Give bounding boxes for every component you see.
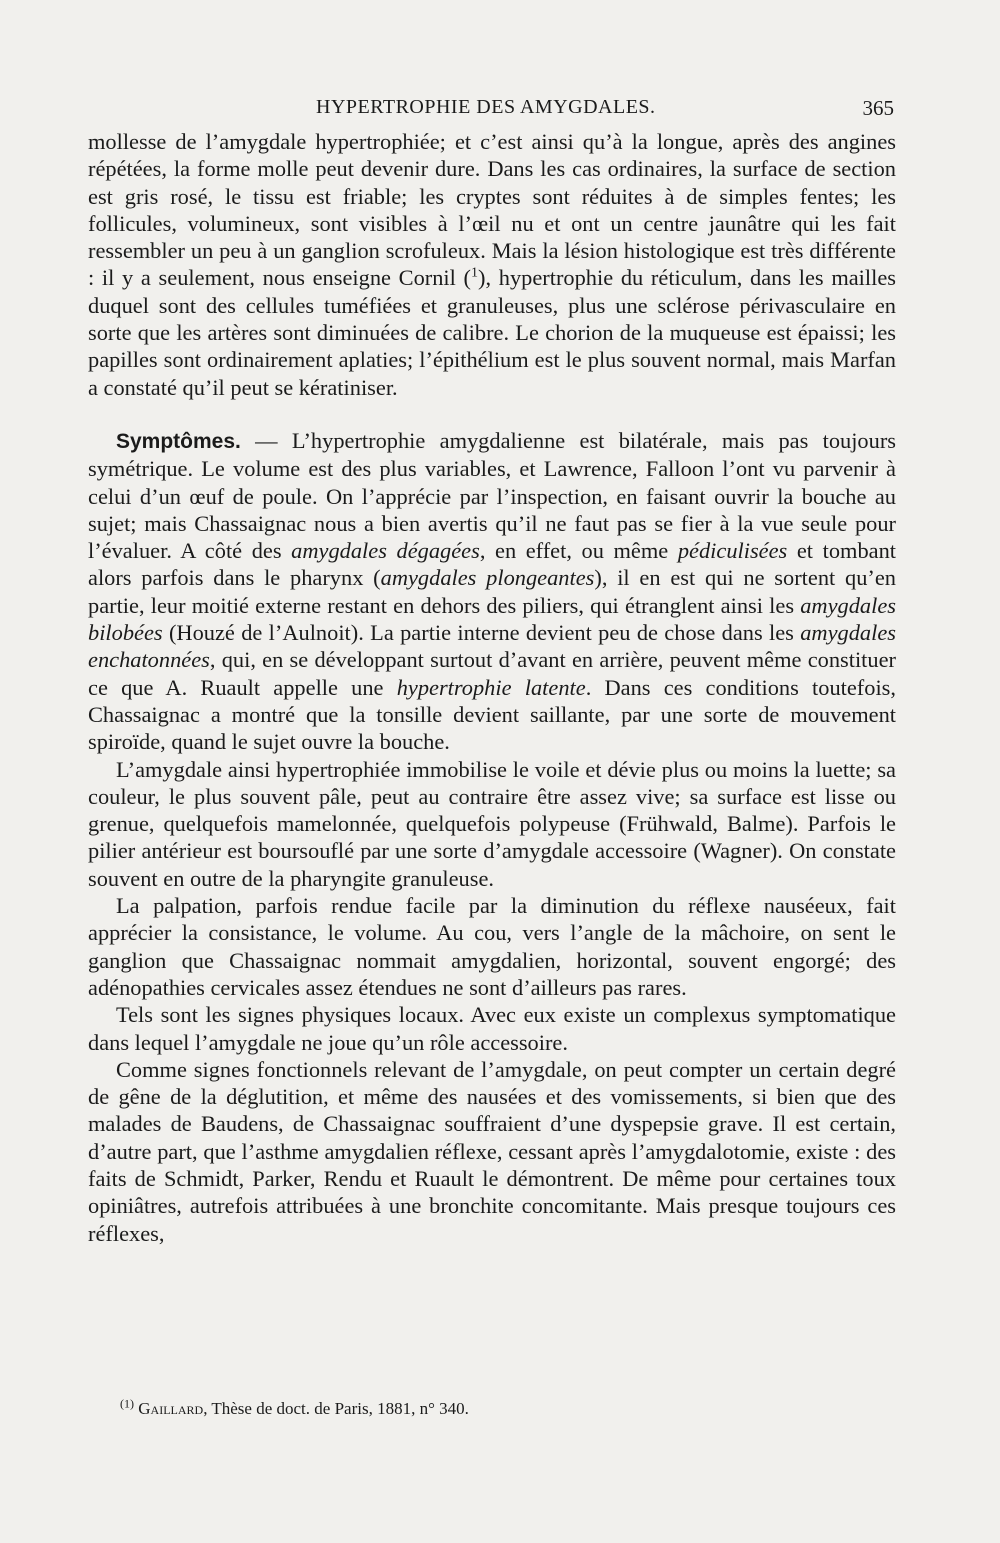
paragraph-text: . Dans ces conditions toutefois, Chassaignac a montré que la tonsille devient saillante, par une sorte de mouvement spiroïde, quand le sujet ouvre la bouche. [88,674,896,755]
italic-term: amygdales plongeantes [380,565,595,591]
italic-term: hypertrophie latente [396,674,586,700]
paragraph-text: et tombant alors parfois dans le pharynx ( [88,538,896,591]
italic-term: pédiculisées [677,538,788,564]
italic-term: amygdales enchatonnées [88,620,896,673]
italic-term: amygdales bilobées [88,592,896,646]
footnote-text: , Thèse de doct. de Paris, 1881, n° 340. [203,1399,469,1418]
body-text [88,128,896,1247]
paragraph-aspect: L’amygdale ainsi hypertrophiée immobilise le voile et dévie plus ou moins la luette; sa couleur, le plus souvent pâle, peut au contraire être assez vive; sa surface est lisse ou grenue, quelquefois mamelonnée, quelquefois polypeuse (Frühwald, Balme). Parfois le pilier antérieur est boursouflé par une sorte d’amygdale accessoire (Wagner). On constate souvent en outre de la pharyngite granuleuse. [88,756,896,891]
footnote-reference: 1 [471,266,479,282]
paragraph-symptomes [88,427,896,756]
page-number: 365 [862,96,894,120]
paragraph-text: ), il en est qui ne sortent qu’en partie, leur moitié externe restant en dehors des piliers, qui étranglent ainsi les [88,565,896,618]
running-title: HYPERTROPHIE DES AMYGDALES. [316,96,656,118]
paragraph-text: , en effet, ou même [479,538,678,564]
paragraph-text: ), hypertrophie du réticulum, dans les mailles duquel sont des cellules tuméfiées et granuleuses, plus une sclérose périvasculaire en sorte que les artères sont diminuées de calibre. Le chorion de la muqueuse est épaissi; les papilles sont ordinairement aplaties; l’épithélium est le plus souvent normal, mais Marfan a constaté qu’il peut se kératiniser. [88,265,896,400]
paragraph-text: mollesse de l’amygdale hypertrophiée; et c’est ainsi qu’à la longue, après des angines répétées, la forme molle peut devenir dure. Dans les cas ordinaires, la surface de section est gris rosé, le tissu est friable; les cryptes sont réduites à de simples fentes; les follicules, volumineux, sont visibles à l’œil nu et ont un centre jaunâtre qui les fait ressembler un peu à un ganglion scrofuleux. Mais la lésion histologique est très différente : il y a seulement, nous enseigne Cornil ( [88,129,896,291]
paragraph-signes-fonctionnels: Comme signes fonctionnels relevant de l’amygdale, on peut compter un certain degré de gêne de la déglutition, et même des nausées et des vomissements, si bien que des malades de Baudens, de Chassaignac souffraient d’une dyspepsie grave. Il est certain, d’autre part, que l’asthme amygdalien réflexe, cessant après l’amygdalotomie, existe : des faits de Schmidt, Parker, Rendu et Ruault le démontrent. De même pour certaines toux opiniâtres, autrefois attribuées à une bronchite concomitante. Mais presque toujours ces réflexes, [88,1056,896,1246]
paragraph-signes-physiques: Tels sont les signes physiques locaux. Avec eux existe un complexus symptomatique dans lequel l’amygdale ne joue qu’un rôle accessoire. [88,1002,896,1055]
italic-term: amygdales dégagées [291,538,480,564]
paragraph-palpation: La palpation, parfois rendue facile par la diminution du réflexe nauséeux, fait apprécier la consistance, le volume. Au cou, vers l’angle de la mâchoire, on sent le ganglion que Chassaignac nommait amygdalien, horizontal, souvent engorgé; des adénopathies cervicales assez étendues ne sont d’ailleurs pas rares. [88,893,896,1000]
paragraph-histology [88,128,896,401]
paragraph-text: , qui, en se développant surtout d’avant en arrière, peuvent même constituer ce que A. Ruault appelle une [88,647,896,700]
paragraph-text: — L’hypertrophie amygdalienne est bilatérale, mais pas toujours symétrique. Le volume est des plus variables, et Lawrence, Falloon l’ont vu parvenir à celui d’un œuf de poule. On l’apprécie par l’inspection, en faisant ouvrir la bouche au sujet; mais Chassaignac nous a bien avertis qu’il ne faut pas se fier à la vue seule pour l’évaluer. A côté des [88,427,896,564]
running-head [88,96,896,126]
footnote-mark: (1) [120,1396,134,1411]
footnote [120,1398,880,1420]
section-heading: Symptômes. [116,429,241,453]
footnote-author: Gaillard [138,1399,204,1418]
paragraph-text: (Houzé de l’Aulnoit). La partie interne devient peu de chose dans les [162,620,801,646]
